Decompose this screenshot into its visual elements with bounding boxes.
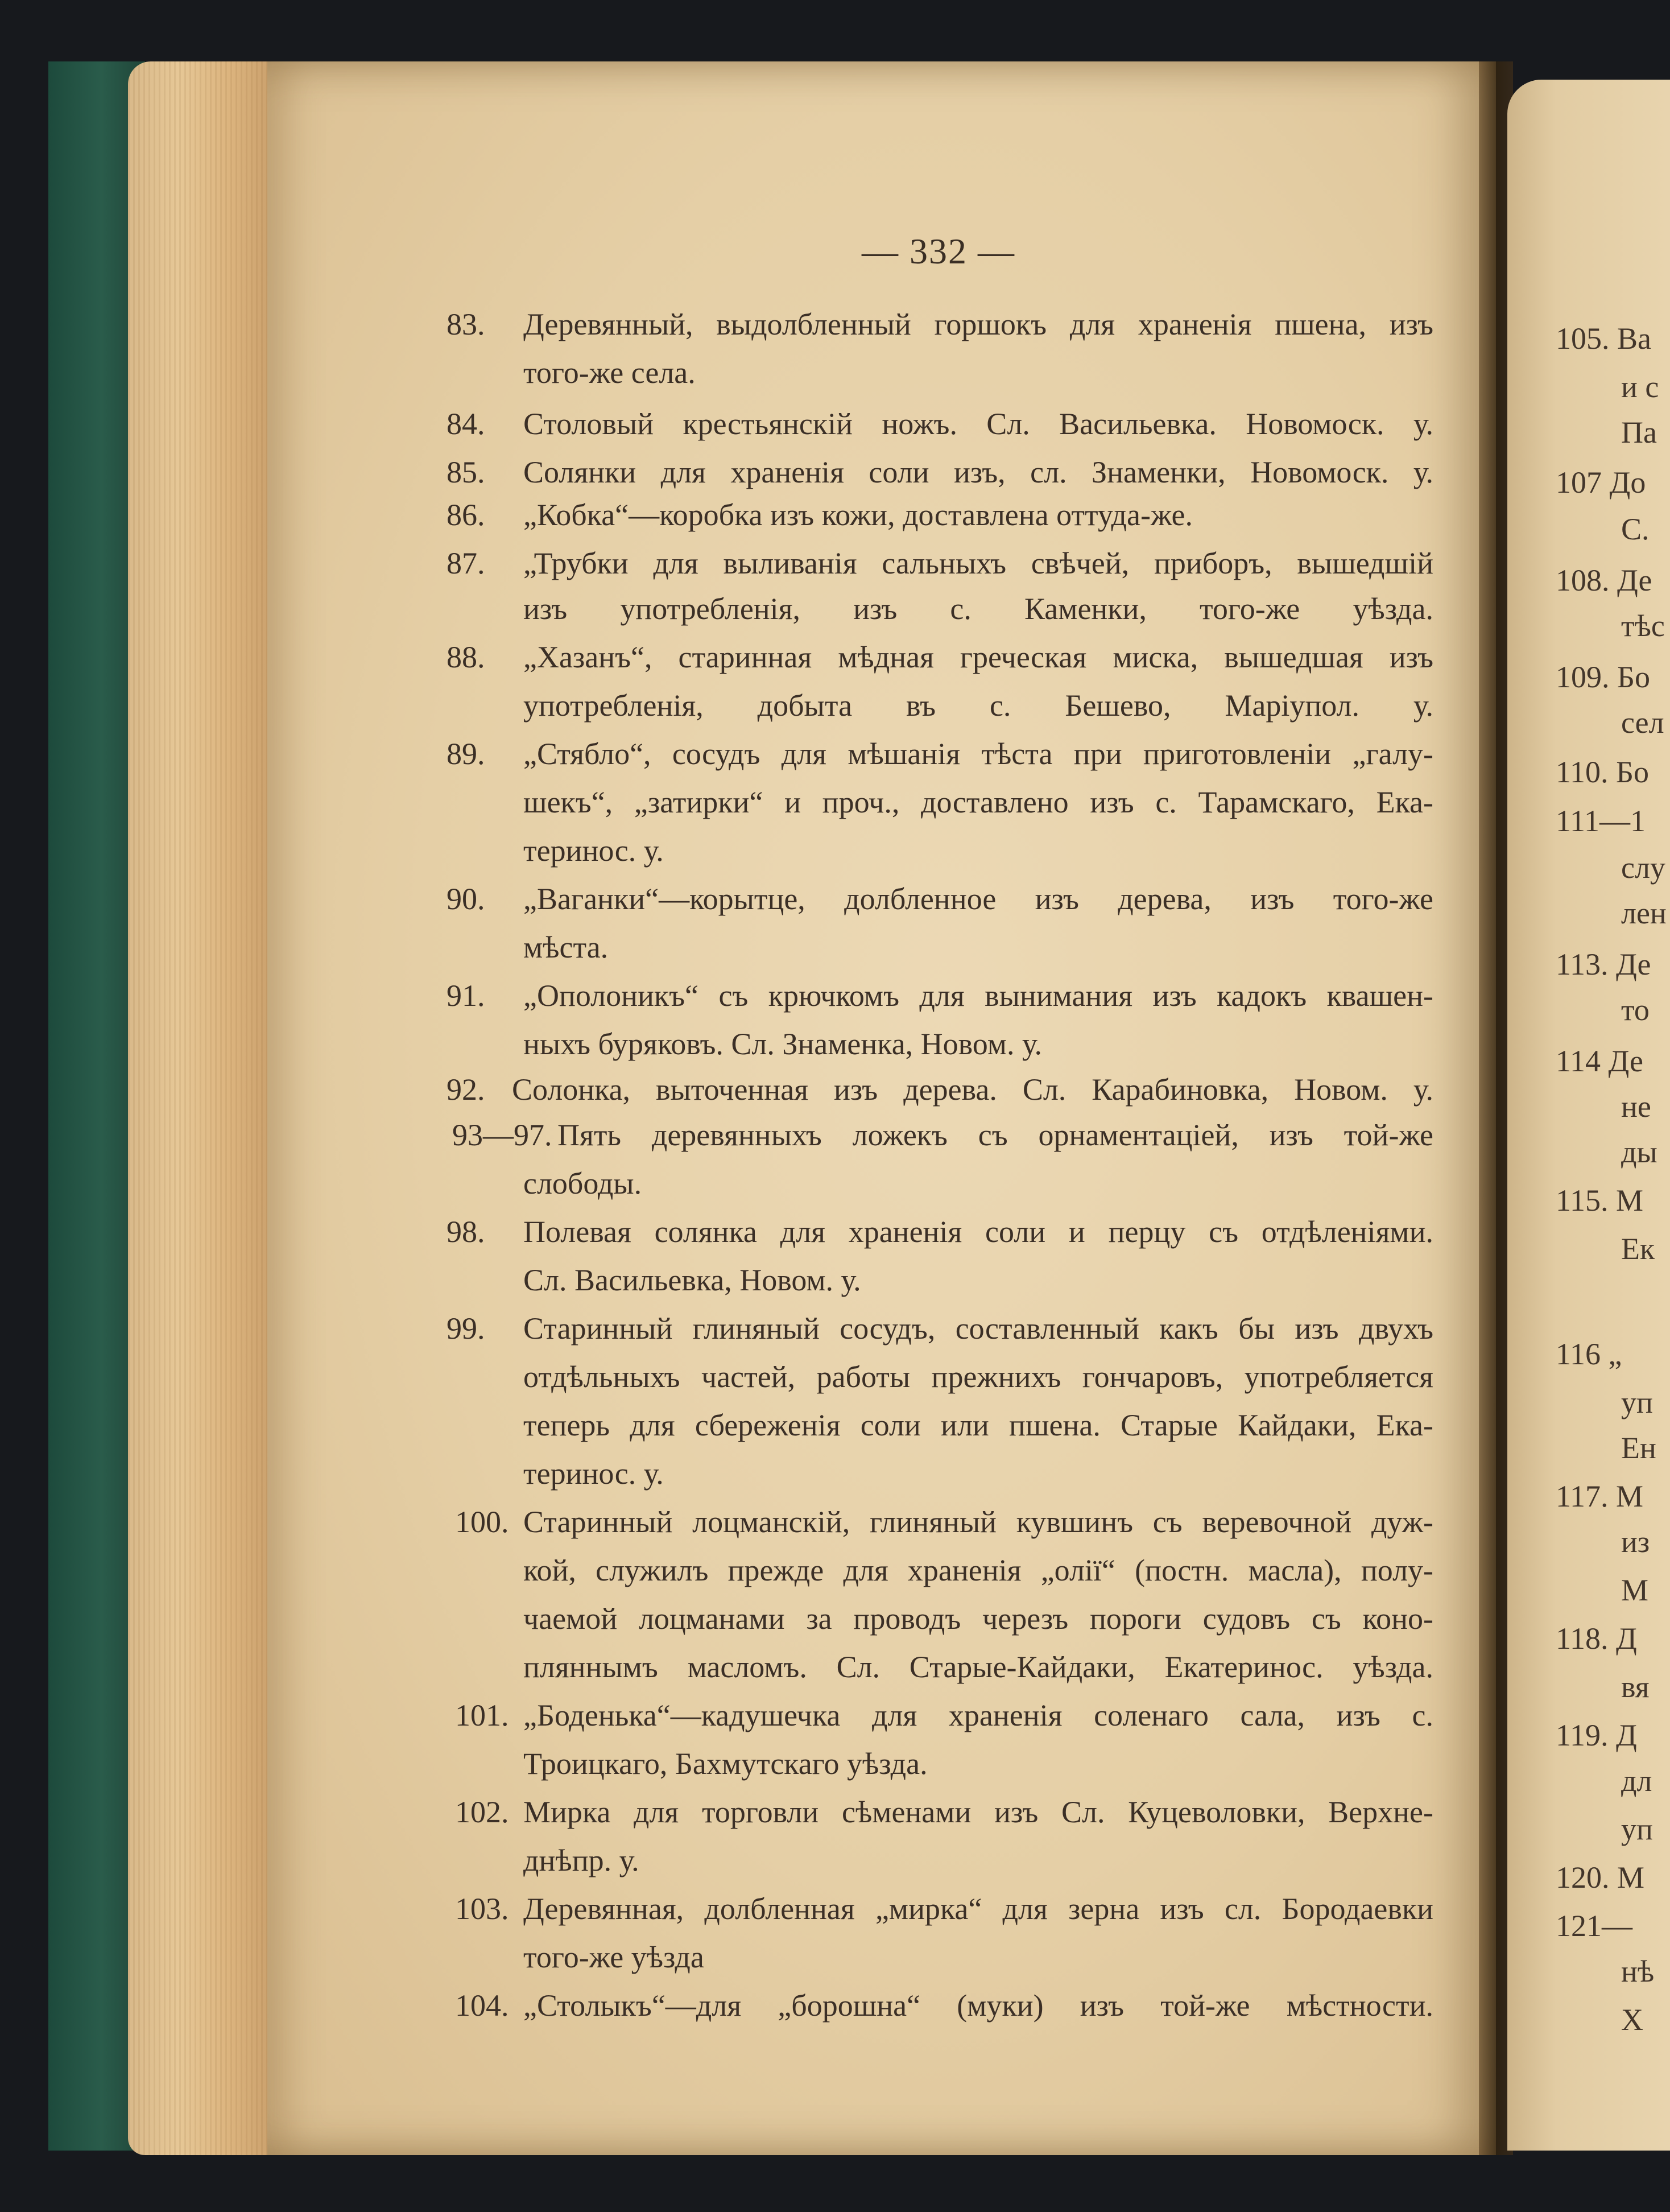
entry-line: слободы. <box>523 1166 642 1200</box>
entry-line: того-же села. <box>523 356 696 390</box>
entry-line: Сл. Васильевка, Новом. у. <box>523 1263 861 1297</box>
entry-line: Солянки для храненія соли изъ, сл. Знаменки, Новомоск. у. <box>523 455 1433 489</box>
entry-line: шекъ“, „затирки“ и проч., доставлено изъ с. Тарамскаго, Ека- <box>523 785 1433 819</box>
entry-number: 91. <box>447 979 485 1013</box>
entry-number: 84. <box>447 407 485 441</box>
facing-page-line: слу <box>1621 851 1665 885</box>
entry-line: „Ваганки“—корытце, долбленное изъ дерева, изъ того-же <box>523 882 1433 916</box>
page-edges <box>128 61 273 2155</box>
facing-page-line: 110. Бо <box>1556 755 1650 789</box>
entry-line: Полевая солянка для храненія соли и перцу съ отдѣленіями. <box>523 1215 1433 1249</box>
entry-number: 90. <box>447 882 485 916</box>
entry-line: „Трубки для выливанія сальныхъ свѣчей, приборъ, вышедшій <box>523 546 1433 580</box>
entry-line: изъ употребленія, изъ с. Каменки, того-же уѣзда. <box>523 592 1433 626</box>
facing-page-line: сел <box>1621 705 1664 740</box>
facing-page-line: 117. М <box>1556 1479 1644 1513</box>
entry-line: „Хазанъ“, старинная мѣдная греческая миска, вышедшая изъ <box>523 640 1433 674</box>
entry-line: употребленія, добыта въ с. Бешево, Маріупол. у. <box>523 688 1433 723</box>
entry-line: Мирка для торговли сѣменами изъ Сл. Куцеволовки, Верхне- <box>523 1795 1433 1829</box>
entry-number: 88. <box>447 640 485 674</box>
facing-page-line: 113. Де <box>1556 947 1651 981</box>
facing-page-line: Ек <box>1621 1232 1655 1266</box>
facing-page-line: 121— <box>1556 1909 1632 1943</box>
facing-page-line: 119. Д <box>1556 1718 1637 1752</box>
entry-line: Пять деревянныхъ ложекъ съ орнаментаціей, изъ той-же <box>557 1118 1433 1152</box>
entry-line: теринос. у. <box>523 1456 664 1491</box>
entry-number: 85. <box>447 455 485 489</box>
facing-page-line: ды <box>1621 1135 1657 1169</box>
facing-page-line: 114 Де <box>1556 1044 1643 1078</box>
entry-line: Солонка, выточенная изъ дерева. Сл. Карабиновка, Новом. у. <box>512 1072 1433 1107</box>
entry-line: пляннымъ масломъ. Сл. Старые-Кайдаки, Екатеринос. уѣзда. <box>523 1650 1433 1684</box>
entry-line: Деревянный, выдолбленный горшокъ для храненія пшена, изъ <box>523 307 1433 341</box>
entry-number: 99. <box>447 1311 485 1346</box>
entry-number: 83. <box>447 307 485 341</box>
facing-page-line: то <box>1621 993 1650 1027</box>
facing-page-line: Ен <box>1621 1431 1656 1465</box>
facing-page-line: М <box>1621 1573 1649 1607</box>
entry-number: 104. <box>455 1988 509 2023</box>
entry-line: того-же уѣзда <box>523 1940 704 1974</box>
facing-page-line: нѣ <box>1621 1954 1655 1988</box>
facing-page-line: уп <box>1621 1812 1653 1846</box>
entry-number: 92. <box>447 1072 485 1107</box>
facing-page-line: тѣс <box>1621 609 1665 643</box>
entry-line: Старинный лоцманскій, глиняный кувшинъ съ веревочной дуж- <box>523 1505 1433 1539</box>
entry-line: Столовый крестьянскій ножъ. Сл. Васильевка. Новомоск. у. <box>523 407 1433 441</box>
facing-page-line: и с <box>1621 370 1659 404</box>
entry-line: кой, служилъ прежде для храненія „олії“ (постн. масла), полу- <box>523 1553 1433 1587</box>
entry-line: „Ополоникъ“ съ крючкомъ для вынимания изъ кадокъ квашен- <box>523 979 1433 1013</box>
entry-line: теринос. у. <box>523 833 664 868</box>
facing-page-line: лен <box>1621 896 1667 930</box>
entry-number: 86. <box>447 498 485 532</box>
facing-page-line: 118. Д <box>1556 1621 1637 1656</box>
facing-page-line: уп <box>1621 1385 1653 1419</box>
entry-number: 100. <box>455 1505 509 1539</box>
facing-page-line: 116 „ <box>1556 1337 1622 1371</box>
facing-page-line: 109. Бо <box>1556 660 1651 694</box>
facing-page-line: из <box>1621 1525 1650 1559</box>
entry-number: 89. <box>447 737 485 771</box>
entry-line: Старинный глиняный сосудъ, составленный какъ бы изъ двухъ <box>523 1311 1433 1346</box>
entry-line: отдѣльныхъ частей, работы прежнихъ гончаровъ, употребляется <box>523 1360 1433 1394</box>
entry-line: „Боденька“—кадушечка для храненія соленаго сала, изъ с. <box>523 1698 1433 1732</box>
entry-number: 102. <box>455 1795 509 1829</box>
facing-page-line: вя <box>1621 1670 1650 1704</box>
facing-page-line: 108. Де <box>1556 563 1652 597</box>
entry-line: мѣста. <box>523 930 609 964</box>
entry-number: 98. <box>447 1215 485 1249</box>
entry-number: 101. <box>455 1698 509 1732</box>
facing-page-line: С. <box>1621 512 1650 546</box>
entry-number: 103. <box>455 1892 509 1926</box>
entry-line: теперь для сбереженія соли или пшена. Старые Кайдаки, Ека- <box>523 1408 1433 1442</box>
entry-line: днѣпр. у. <box>523 1843 639 1877</box>
facing-page-line: 107 До <box>1556 465 1646 500</box>
entry-line: Деревянная, долбленная „мирка“ для зерна изъ сл. Бородаевки <box>523 1892 1433 1926</box>
facing-page-line: Х <box>1621 2003 1643 2037</box>
entry-number: 87. <box>447 546 485 580</box>
facing-page-line: 111—1 <box>1556 804 1646 838</box>
entry-line: „Столыкъ“—для „борошна“ (муки) изъ той-же мѣстности. <box>523 1988 1433 2023</box>
facing-page-line: дл <box>1621 1764 1652 1798</box>
facing-page-line: 120. М <box>1556 1860 1645 1895</box>
facing-page-line: не <box>1621 1090 1651 1124</box>
entry-line: чаемой лоцманами за проводъ черезъ пороги судовъ съ коно- <box>523 1602 1433 1636</box>
facing-page-line: Па <box>1621 415 1657 449</box>
facing-page-line: 115. М <box>1556 1183 1644 1218</box>
entry-line: ныхъ буряковъ. Сл. Знаменка, Новом. у. <box>523 1027 1043 1061</box>
entry-line: Троицкаго, Бахмутскаго уѣзда. <box>523 1747 928 1781</box>
facing-page-line: 105. Ва <box>1556 321 1651 356</box>
entry-line: „Стябло“, сосудъ для мѣшанія тѣста при приготовленіи „галу- <box>523 737 1433 771</box>
entry-number: 93—97. <box>452 1118 552 1152</box>
page-number: — 332 — <box>862 231 1015 271</box>
entry-line: „Кобка“—коробка изъ кожи, доставлена оттуда-же. <box>523 498 1193 532</box>
